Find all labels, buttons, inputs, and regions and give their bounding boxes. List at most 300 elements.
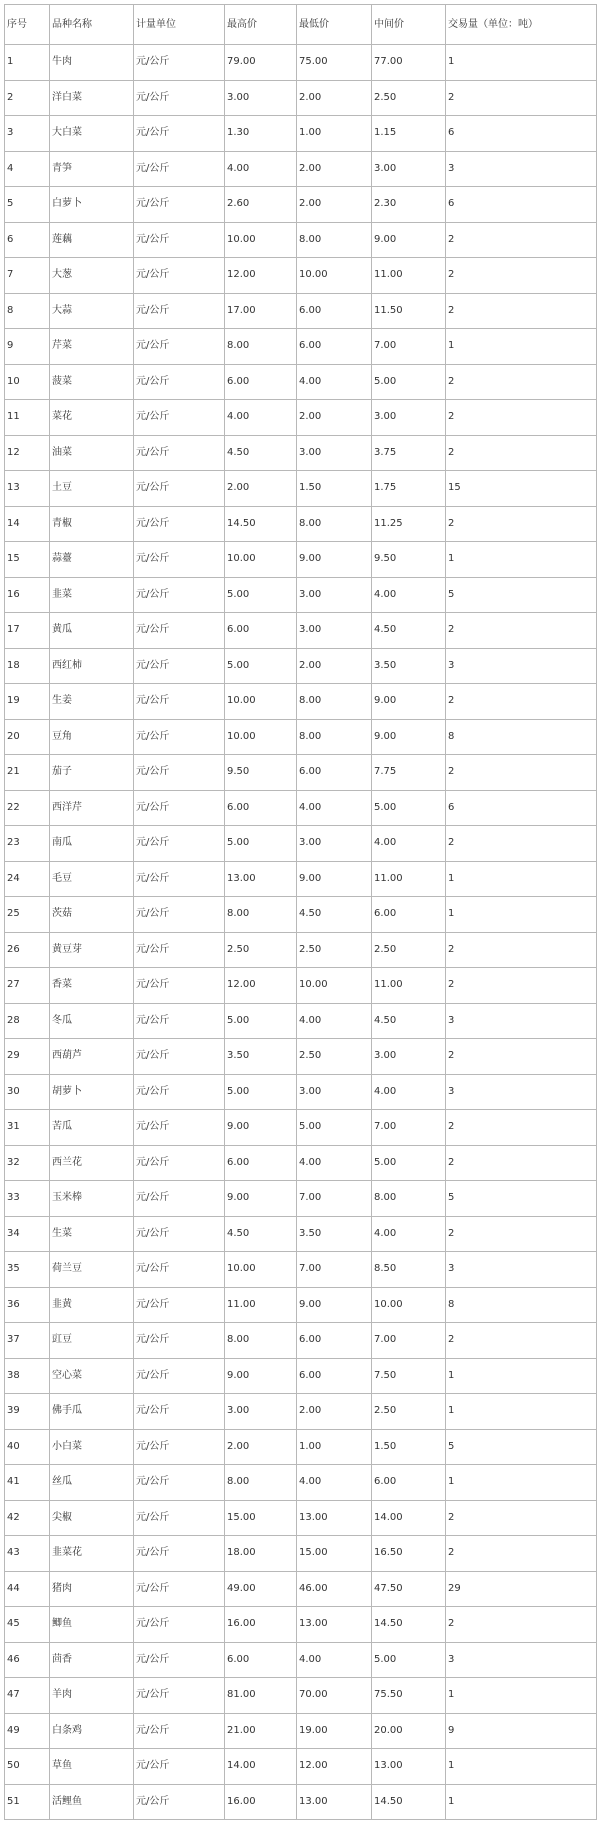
- header-middle-price: 中间价: [372, 5, 446, 45]
- cell-serial-number: 26: [5, 932, 50, 968]
- cell-middle-price: 5.00: [372, 790, 446, 826]
- cell-serial-number: 51: [5, 1784, 50, 1820]
- cell-middle-price: 3.00: [372, 151, 446, 187]
- cell-unit: 元/公斤: [134, 1216, 225, 1252]
- cell-middle-price: 11.00: [372, 861, 446, 897]
- cell-lowest-price: 4.00: [297, 1642, 372, 1678]
- cell-lowest-price: 2.00: [297, 648, 372, 684]
- cell-trade-volume: 29: [446, 1571, 597, 1607]
- cell-unit: 元/公斤: [134, 1500, 225, 1536]
- cell-variety-name: 青椒: [50, 506, 134, 542]
- header-serial-number: 序号: [5, 5, 50, 45]
- cell-unit: 元/公斤: [134, 1749, 225, 1785]
- cell-serial-number: 43: [5, 1536, 50, 1572]
- cell-unit: 元/公斤: [134, 364, 225, 400]
- cell-trade-volume: 2: [446, 293, 597, 329]
- cell-serial-number: 37: [5, 1323, 50, 1359]
- cell-highest-price: 10.00: [225, 684, 297, 720]
- table-row: [5, 1358, 597, 1394]
- cell-variety-name: 玉米棒: [50, 1181, 134, 1217]
- cell-unit: 元/公斤: [134, 1110, 225, 1146]
- cell-serial-number: 46: [5, 1642, 50, 1678]
- cell-variety-name: 大蒜: [50, 293, 134, 329]
- cell-variety-name: 大白菜: [50, 116, 134, 152]
- table-row: [5, 1323, 597, 1359]
- cell-serial-number: 5: [5, 187, 50, 223]
- table-row: [5, 329, 597, 365]
- cell-serial-number: 23: [5, 826, 50, 862]
- cell-variety-name: 白条鸡: [50, 1713, 134, 1749]
- cell-variety-name: 西葫芦: [50, 1039, 134, 1075]
- cell-highest-price: 10.00: [225, 1252, 297, 1288]
- cell-trade-volume: 3: [446, 1252, 597, 1288]
- table-row: [5, 648, 597, 684]
- cell-lowest-price: 12.00: [297, 1749, 372, 1785]
- cell-unit: 元/公斤: [134, 1003, 225, 1039]
- cell-variety-name: 豇豆: [50, 1323, 134, 1359]
- table-row: [5, 435, 597, 471]
- cell-unit: 元/公斤: [134, 790, 225, 826]
- table-row: [5, 222, 597, 258]
- cell-middle-price: 7.00: [372, 1110, 446, 1146]
- table-row: [5, 684, 597, 720]
- cell-middle-price: 7.75: [372, 755, 446, 791]
- cell-lowest-price: 15.00: [297, 1536, 372, 1572]
- cell-highest-price: 3.50: [225, 1039, 297, 1075]
- cell-highest-price: 6.00: [225, 790, 297, 826]
- cell-lowest-price: 8.00: [297, 719, 372, 755]
- cell-highest-price: 12.00: [225, 258, 297, 294]
- cell-lowest-price: 13.00: [297, 1784, 372, 1820]
- cell-highest-price: 79.00: [225, 45, 297, 81]
- header-variety-name: 品种名称: [50, 5, 134, 45]
- cell-unit: 元/公斤: [134, 932, 225, 968]
- cell-serial-number: 14: [5, 506, 50, 542]
- table-row: [5, 932, 597, 968]
- cell-variety-name: 小白菜: [50, 1429, 134, 1465]
- cell-trade-volume: 1: [446, 1394, 597, 1430]
- cell-serial-number: 15: [5, 542, 50, 578]
- cell-serial-number: 40: [5, 1429, 50, 1465]
- cell-middle-price: 14.50: [372, 1784, 446, 1820]
- cell-highest-price: 4.00: [225, 400, 297, 436]
- cell-serial-number: 45: [5, 1607, 50, 1643]
- cell-unit: 元/公斤: [134, 1571, 225, 1607]
- cell-lowest-price: 46.00: [297, 1571, 372, 1607]
- cell-serial-number: 38: [5, 1358, 50, 1394]
- cell-trade-volume: 2: [446, 1216, 597, 1252]
- cell-highest-price: 21.00: [225, 1713, 297, 1749]
- cell-variety-name: 丝瓜: [50, 1465, 134, 1501]
- table-row: [5, 1039, 597, 1075]
- cell-middle-price: 5.00: [372, 1642, 446, 1678]
- cell-middle-price: 9.00: [372, 719, 446, 755]
- cell-unit: 元/公斤: [134, 1252, 225, 1288]
- cell-highest-price: 6.00: [225, 1642, 297, 1678]
- cell-serial-number: 42: [5, 1500, 50, 1536]
- cell-serial-number: 4: [5, 151, 50, 187]
- cell-serial-number: 13: [5, 471, 50, 507]
- cell-highest-price: 5.00: [225, 577, 297, 613]
- cell-highest-price: 9.00: [225, 1110, 297, 1146]
- cell-serial-number: 35: [5, 1252, 50, 1288]
- cell-variety-name: 活鲤鱼: [50, 1784, 134, 1820]
- table-row: [5, 826, 597, 862]
- cell-trade-volume: 6: [446, 790, 597, 826]
- cell-serial-number: 27: [5, 968, 50, 1004]
- cell-trade-volume: 2: [446, 755, 597, 791]
- cell-middle-price: 1.15: [372, 116, 446, 152]
- cell-serial-number: 2: [5, 80, 50, 116]
- cell-trade-volume: 2: [446, 1323, 597, 1359]
- cell-variety-name: 生菜: [50, 1216, 134, 1252]
- cell-unit: 元/公斤: [134, 435, 225, 471]
- cell-trade-volume: 2: [446, 968, 597, 1004]
- cell-trade-volume: 3: [446, 648, 597, 684]
- cell-lowest-price: 2.50: [297, 1039, 372, 1075]
- cell-serial-number: 24: [5, 861, 50, 897]
- table-row: [5, 293, 597, 329]
- cell-unit: 元/公斤: [134, 151, 225, 187]
- cell-highest-price: 2.60: [225, 187, 297, 223]
- cell-unit: 元/公斤: [134, 293, 225, 329]
- cell-variety-name: 荷兰豆: [50, 1252, 134, 1288]
- cell-trade-volume: 3: [446, 1074, 597, 1110]
- cell-serial-number: 25: [5, 897, 50, 933]
- table-row: [5, 80, 597, 116]
- cell-highest-price: 10.00: [225, 542, 297, 578]
- cell-variety-name: 茴香: [50, 1642, 134, 1678]
- cell-highest-price: 8.00: [225, 1465, 297, 1501]
- cell-middle-price: 7.00: [372, 1323, 446, 1359]
- cell-highest-price: 8.00: [225, 897, 297, 933]
- table-row: [5, 400, 597, 436]
- table-row: [5, 1429, 597, 1465]
- table-row: [5, 1713, 597, 1749]
- cell-unit: 元/公斤: [134, 1287, 225, 1323]
- cell-trade-volume: 2: [446, 826, 597, 862]
- cell-lowest-price: 3.50: [297, 1216, 372, 1252]
- cell-middle-price: 11.25: [372, 506, 446, 542]
- cell-variety-name: 胡萝卜: [50, 1074, 134, 1110]
- cell-unit: 元/公斤: [134, 542, 225, 578]
- cell-highest-price: 81.00: [225, 1678, 297, 1714]
- cell-trade-volume: 2: [446, 1039, 597, 1075]
- table-row: [5, 1678, 597, 1714]
- cell-unit: 元/公斤: [134, 755, 225, 791]
- table-row: [5, 719, 597, 755]
- cell-lowest-price: 10.00: [297, 968, 372, 1004]
- cell-variety-name: 黄瓜: [50, 613, 134, 649]
- cell-trade-volume: 2: [446, 364, 597, 400]
- cell-serial-number: 32: [5, 1145, 50, 1181]
- cell-middle-price: 1.75: [372, 471, 446, 507]
- header-highest-price: 最高价: [225, 5, 297, 45]
- cell-lowest-price: 1.00: [297, 116, 372, 152]
- header-lowest-price: 最低价: [297, 5, 372, 45]
- cell-highest-price: 2.50: [225, 932, 297, 968]
- cell-trade-volume: 8: [446, 719, 597, 755]
- cell-serial-number: 10: [5, 364, 50, 400]
- cell-lowest-price: 4.50: [297, 897, 372, 933]
- cell-serial-number: 41: [5, 1465, 50, 1501]
- cell-unit: 元/公斤: [134, 897, 225, 933]
- cell-serial-number: 3: [5, 116, 50, 152]
- cell-trade-volume: 1: [446, 542, 597, 578]
- table-row: [5, 897, 597, 933]
- cell-lowest-price: 70.00: [297, 1678, 372, 1714]
- cell-lowest-price: 1.00: [297, 1429, 372, 1465]
- cell-trade-volume: 2: [446, 613, 597, 649]
- cell-highest-price: 49.00: [225, 1571, 297, 1607]
- table-row: [5, 1607, 597, 1643]
- cell-highest-price: 5.00: [225, 1003, 297, 1039]
- cell-variety-name: 草鱼: [50, 1749, 134, 1785]
- cell-highest-price: 8.00: [225, 1323, 297, 1359]
- cell-lowest-price: 19.00: [297, 1713, 372, 1749]
- cell-trade-volume: 2: [446, 258, 597, 294]
- table-body: [5, 45, 597, 1820]
- cell-unit: 元/公斤: [134, 613, 225, 649]
- cell-lowest-price: 75.00: [297, 45, 372, 81]
- table-row: [5, 1536, 597, 1572]
- table-row: [5, 1074, 597, 1110]
- cell-unit: 元/公斤: [134, 222, 225, 258]
- cell-highest-price: 1.30: [225, 116, 297, 152]
- cell-highest-price: 16.00: [225, 1607, 297, 1643]
- table-row: [5, 1003, 597, 1039]
- table-row: [5, 1784, 597, 1820]
- cell-variety-name: 青笋: [50, 151, 134, 187]
- cell-middle-price: 13.00: [372, 1749, 446, 1785]
- table-row: [5, 258, 597, 294]
- cell-variety-name: 冬瓜: [50, 1003, 134, 1039]
- cell-middle-price: 47.50: [372, 1571, 446, 1607]
- cell-middle-price: 5.00: [372, 1145, 446, 1181]
- cell-unit: 元/公斤: [134, 506, 225, 542]
- table-row: [5, 1216, 597, 1252]
- cell-lowest-price: 2.00: [297, 187, 372, 223]
- cell-lowest-price: 6.00: [297, 1323, 372, 1359]
- cell-highest-price: 11.00: [225, 1287, 297, 1323]
- cell-variety-name: 菠菜: [50, 364, 134, 400]
- table-row: [5, 1571, 597, 1607]
- cell-highest-price: 15.00: [225, 1500, 297, 1536]
- cell-trade-volume: 1: [446, 861, 597, 897]
- table-row: [5, 116, 597, 152]
- cell-lowest-price: 10.00: [297, 258, 372, 294]
- cell-variety-name: 西洋芹: [50, 790, 134, 826]
- cell-serial-number: 11: [5, 400, 50, 436]
- cell-highest-price: 2.00: [225, 1429, 297, 1465]
- cell-variety-name: 茄子: [50, 755, 134, 791]
- cell-serial-number: 9: [5, 329, 50, 365]
- cell-variety-name: 韭黄: [50, 1287, 134, 1323]
- cell-trade-volume: 1: [446, 1784, 597, 1820]
- cell-serial-number: 31: [5, 1110, 50, 1146]
- cell-unit: 元/公斤: [134, 1394, 225, 1430]
- cell-lowest-price: 13.00: [297, 1500, 372, 1536]
- cell-highest-price: 5.00: [225, 1074, 297, 1110]
- table-row: [5, 613, 597, 649]
- cell-unit: 元/公斤: [134, 1465, 225, 1501]
- cell-unit: 元/公斤: [134, 1607, 225, 1643]
- cell-highest-price: 9.00: [225, 1181, 297, 1217]
- cell-lowest-price: 4.00: [297, 1465, 372, 1501]
- cell-middle-price: 14.00: [372, 1500, 446, 1536]
- cell-highest-price: 5.00: [225, 648, 297, 684]
- table-row: [5, 577, 597, 613]
- cell-middle-price: 11.00: [372, 258, 446, 294]
- cell-variety-name: 韭菜: [50, 577, 134, 613]
- cell-trade-volume: 1: [446, 45, 597, 81]
- cell-highest-price: 4.00: [225, 151, 297, 187]
- table-row: [5, 542, 597, 578]
- table-row: [5, 364, 597, 400]
- cell-trade-volume: 9: [446, 1713, 597, 1749]
- cell-unit: 元/公斤: [134, 1039, 225, 1075]
- cell-serial-number: 49: [5, 1713, 50, 1749]
- cell-variety-name: 菜花: [50, 400, 134, 436]
- cell-trade-volume: 1: [446, 1678, 597, 1714]
- cell-trade-volume: 2: [446, 222, 597, 258]
- cell-lowest-price: 3.00: [297, 613, 372, 649]
- cell-trade-volume: 5: [446, 577, 597, 613]
- cell-middle-price: 11.00: [372, 968, 446, 1004]
- table-row: [5, 1394, 597, 1430]
- cell-variety-name: 南瓜: [50, 826, 134, 862]
- cell-variety-name: 莲藕: [50, 222, 134, 258]
- cell-lowest-price: 4.00: [297, 1003, 372, 1039]
- cell-highest-price: 5.00: [225, 826, 297, 862]
- cell-unit: 元/公斤: [134, 1145, 225, 1181]
- cell-highest-price: 9.00: [225, 1358, 297, 1394]
- cell-middle-price: 10.00: [372, 1287, 446, 1323]
- cell-unit: 元/公斤: [134, 684, 225, 720]
- cell-lowest-price: 6.00: [297, 329, 372, 365]
- cell-highest-price: 6.00: [225, 1145, 297, 1181]
- cell-highest-price: 3.00: [225, 1394, 297, 1430]
- table-row: [5, 755, 597, 791]
- cell-highest-price: 18.00: [225, 1536, 297, 1572]
- cell-lowest-price: 6.00: [297, 755, 372, 791]
- cell-lowest-price: 3.00: [297, 577, 372, 613]
- cell-middle-price: 3.50: [372, 648, 446, 684]
- cell-unit: 元/公斤: [134, 400, 225, 436]
- cell-trade-volume: 3: [446, 1642, 597, 1678]
- cell-trade-volume: 2: [446, 1500, 597, 1536]
- cell-middle-price: 4.00: [372, 1216, 446, 1252]
- cell-highest-price: 12.00: [225, 968, 297, 1004]
- cell-trade-volume: 8: [446, 1287, 597, 1323]
- cell-trade-volume: 1: [446, 1465, 597, 1501]
- cell-middle-price: 6.00: [372, 1465, 446, 1501]
- cell-unit: 元/公斤: [134, 329, 225, 365]
- cell-middle-price: 2.50: [372, 1394, 446, 1430]
- cell-highest-price: 4.50: [225, 1216, 297, 1252]
- cell-lowest-price: 13.00: [297, 1607, 372, 1643]
- cell-unit: 元/公斤: [134, 1358, 225, 1394]
- table-row: [5, 1145, 597, 1181]
- cell-trade-volume: 6: [446, 116, 597, 152]
- table-row: [5, 790, 597, 826]
- cell-lowest-price: 2.00: [297, 80, 372, 116]
- cell-middle-price: 3.00: [372, 400, 446, 436]
- cell-trade-volume: 2: [446, 400, 597, 436]
- cell-serial-number: 19: [5, 684, 50, 720]
- cell-variety-name: 鲫鱼: [50, 1607, 134, 1643]
- cell-unit: 元/公斤: [134, 1536, 225, 1572]
- cell-unit: 元/公斤: [134, 1642, 225, 1678]
- cell-middle-price: 3.00: [372, 1039, 446, 1075]
- cell-variety-name: 豆角: [50, 719, 134, 755]
- cell-trade-volume: 1: [446, 329, 597, 365]
- table-row: [5, 861, 597, 897]
- cell-trade-volume: 2: [446, 1110, 597, 1146]
- cell-highest-price: 17.00: [225, 293, 297, 329]
- cell-serial-number: 30: [5, 1074, 50, 1110]
- cell-lowest-price: 8.00: [297, 684, 372, 720]
- cell-highest-price: 10.00: [225, 719, 297, 755]
- cell-trade-volume: 1: [446, 1358, 597, 1394]
- cell-lowest-price: 7.00: [297, 1181, 372, 1217]
- cell-middle-price: 77.00: [372, 45, 446, 81]
- cell-unit: 元/公斤: [134, 80, 225, 116]
- cell-trade-volume: 3: [446, 1003, 597, 1039]
- cell-unit: 元/公斤: [134, 187, 225, 223]
- cell-lowest-price: 8.00: [297, 506, 372, 542]
- cell-lowest-price: 8.00: [297, 222, 372, 258]
- cell-unit: 元/公斤: [134, 719, 225, 755]
- cell-highest-price: 14.50: [225, 506, 297, 542]
- cell-lowest-price: 4.00: [297, 790, 372, 826]
- cell-unit: 元/公斤: [134, 1713, 225, 1749]
- cell-middle-price: 9.00: [372, 222, 446, 258]
- table-header-row: [5, 5, 597, 45]
- cell-serial-number: 1: [5, 45, 50, 81]
- cell-variety-name: 猪肉: [50, 1571, 134, 1607]
- cell-serial-number: 21: [5, 755, 50, 791]
- cell-serial-number: 22: [5, 790, 50, 826]
- cell-lowest-price: 9.00: [297, 861, 372, 897]
- cell-unit: 元/公斤: [134, 648, 225, 684]
- cell-trade-volume: 2: [446, 506, 597, 542]
- cell-trade-volume: 15: [446, 471, 597, 507]
- cell-trade-volume: 2: [446, 684, 597, 720]
- table-row: [5, 1287, 597, 1323]
- cell-serial-number: 44: [5, 1571, 50, 1607]
- cell-lowest-price: 3.00: [297, 1074, 372, 1110]
- cell-middle-price: 4.50: [372, 1003, 446, 1039]
- cell-highest-price: 16.00: [225, 1784, 297, 1820]
- cell-variety-name: 白萝卜: [50, 187, 134, 223]
- cell-unit: 元/公斤: [134, 471, 225, 507]
- cell-lowest-price: 2.00: [297, 400, 372, 436]
- cell-variety-name: 生姜: [50, 684, 134, 720]
- cell-unit: 元/公斤: [134, 577, 225, 613]
- cell-highest-price: 2.00: [225, 471, 297, 507]
- cell-lowest-price: 5.00: [297, 1110, 372, 1146]
- header-trade-volume: 交易量（单位：吨）: [446, 5, 597, 45]
- cell-unit: 元/公斤: [134, 258, 225, 294]
- cell-unit: 元/公斤: [134, 968, 225, 1004]
- cell-serial-number: 7: [5, 258, 50, 294]
- cell-variety-name: 毛豆: [50, 861, 134, 897]
- cell-trade-volume: 5: [446, 1181, 597, 1217]
- cell-variety-name: 尖椒: [50, 1500, 134, 1536]
- cell-middle-price: 9.50: [372, 542, 446, 578]
- cell-lowest-price: 1.50: [297, 471, 372, 507]
